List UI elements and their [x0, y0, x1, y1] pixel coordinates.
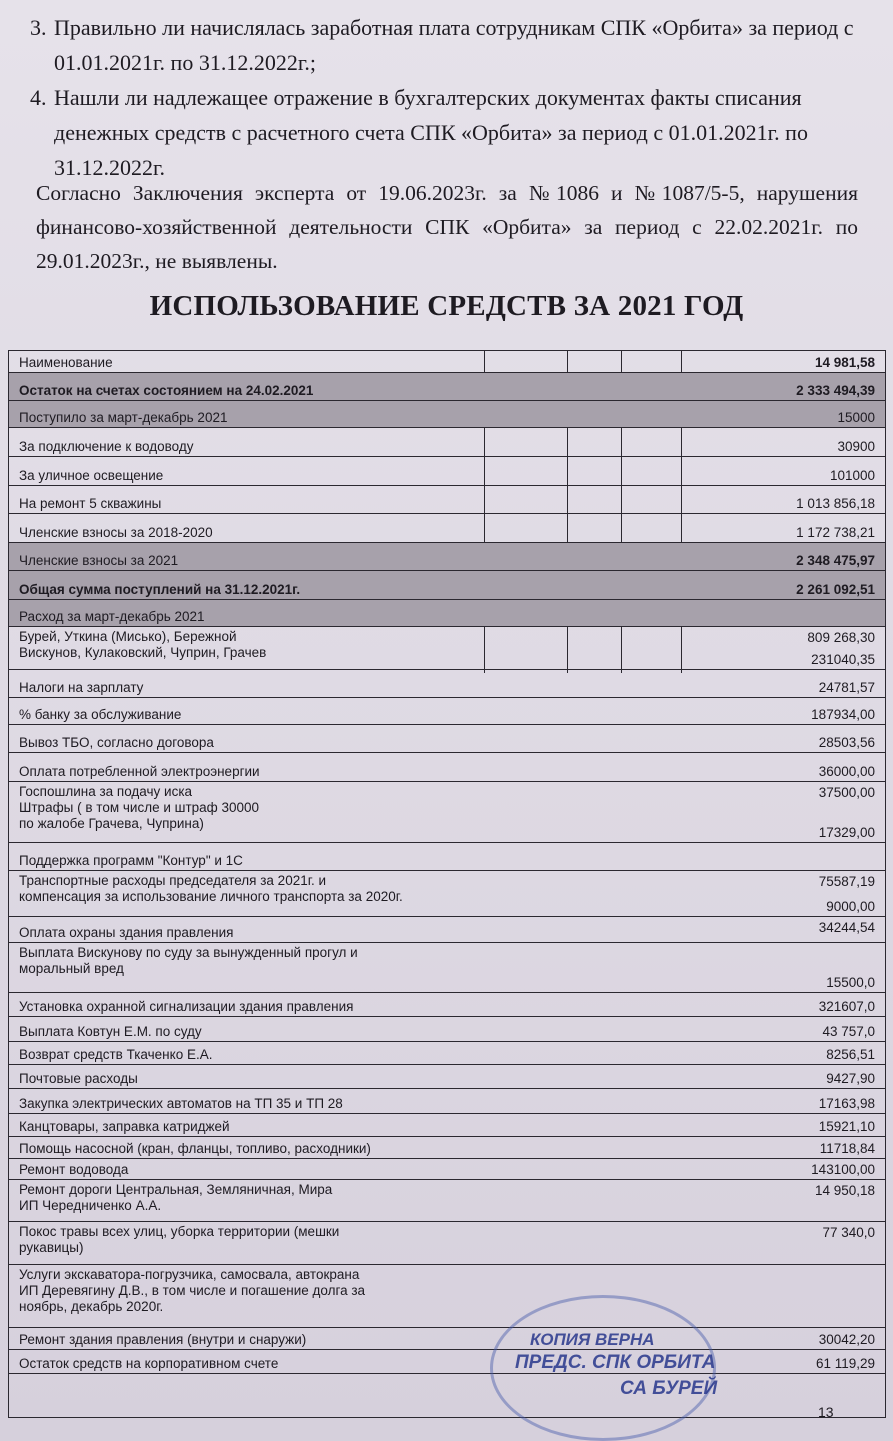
- row-value: 101000: [829, 468, 875, 483]
- row-label: % банку за обслуживание: [19, 707, 182, 722]
- row-value: 11718,84: [819, 1141, 875, 1156]
- stamp-text: СА БУРЕЙ: [620, 1378, 718, 1399]
- stamp-text: ПРЕДС. СПК ОРБИТА: [515, 1352, 716, 1373]
- table-row: [9, 428, 885, 457]
- row-label-line: компенсация за использование личного транспорта за 2020г.: [19, 889, 403, 904]
- row-value: 36000,00: [818, 764, 875, 779]
- row-value: 1 172 738,21: [796, 525, 875, 540]
- row-value: 2 261 092,51: [796, 582, 875, 597]
- list-item: [30, 80, 870, 185]
- row-label: Возврат средств Ткаченко Е.А.: [19, 1047, 213, 1062]
- row-value: 30042,20: [818, 1332, 875, 1347]
- row-label-line: рукавицы): [19, 1240, 84, 1255]
- row-label: Членские взносы за 2021: [19, 553, 179, 568]
- row-label: Помощь насосной (кран, фланцы, топливо, расходники): [19, 1141, 371, 1156]
- funds-usage-table: [8, 350, 886, 1418]
- row-label: Почтовые расходы: [19, 1071, 138, 1086]
- row-label-block: [19, 945, 358, 977]
- table-row: [9, 457, 885, 486]
- table-row: [9, 351, 885, 373]
- row-label: Остаток средств на корпоративном счете: [19, 1356, 279, 1371]
- list-number: 4.: [30, 85, 47, 110]
- table-row: [9, 1017, 885, 1042]
- row-label: Канцтовары, заправка катриджей: [19, 1119, 230, 1134]
- row-label: Остаток на счетах состоянием на 24.02.2021: [19, 383, 314, 398]
- row-label-line: по жалобе Грачева, Чуприна): [19, 816, 204, 831]
- table-row: [9, 917, 885, 943]
- row-label: Вывоз ТБО, согласно договора: [19, 735, 214, 750]
- row-label-block: [19, 629, 266, 661]
- row-value: 143100,00: [811, 1162, 875, 1177]
- row-label: Установка охранной сигнализации здания правления: [19, 999, 354, 1014]
- table-row: [9, 1328, 885, 1350]
- expert-conclusion-paragraph: [8, 176, 858, 278]
- row-label: Оплата потребленной электроэнергии: [19, 764, 260, 779]
- row-label-line: Бурей, Уткина (Мисько), Бережной: [19, 629, 237, 644]
- row-label: Ремонт здания правления (внутри и снаружи): [19, 1332, 307, 1347]
- row-value: 15000: [837, 410, 875, 425]
- table-row: [9, 1114, 885, 1137]
- row-label: Общая сумма поступлений на 31.12.2021г.: [19, 582, 301, 597]
- row-label: За подключение к водоводу: [19, 439, 194, 454]
- table-row: [9, 514, 885, 543]
- row-value: 2 333 494,39: [796, 383, 875, 398]
- row-label: Ремонт водовода: [19, 1162, 129, 1177]
- numbered-question-list: [30, 10, 870, 185]
- row-label-block: [19, 1267, 365, 1315]
- row-value: 15921,10: [818, 1119, 875, 1134]
- table-row: [9, 1159, 885, 1180]
- row-value: 37500,00: [818, 785, 875, 800]
- table-row: [9, 627, 885, 670]
- table-row: [9, 1180, 885, 1222]
- row-label: Закупка электрических автоматов на ТП 35 и ТП 28: [19, 1096, 343, 1111]
- row-value: 34244,54: [818, 920, 875, 935]
- row-label-line: Транспортные расходы председателя за 2021г. и: [19, 873, 327, 888]
- table-row: [9, 843, 885, 871]
- table-row: [9, 943, 885, 993]
- row-value: 30900: [837, 439, 875, 454]
- row-value: 187934,00: [811, 707, 875, 722]
- row-label-line: Вискунов, Кулаковский, Чуприн, Грачев: [19, 645, 267, 660]
- row-label-line: Выплата Вискунову по суду за вынужденный прогул и: [19, 945, 358, 960]
- list-text: Правильно ли начислялась заработная плата сотрудникам СПК «Орбита» за период с 01.01.2021г. по 31.12.2022г.;: [54, 15, 854, 75]
- row-value: 15500,0: [826, 975, 875, 990]
- list-number: 3.: [30, 15, 47, 40]
- row-label-line: ИП Чередниченко А.А.: [19, 1198, 162, 1213]
- row-label: Членские взносы за 2018-2020: [19, 525, 213, 540]
- table-row: [9, 373, 885, 401]
- paragraph-text: Согласно Заключения эксперта от 19.06.2023г. за №1086 и №1087/5-5, нарушения финансово-хозяйственной деятельности СПК «Орбита» за период с 22.02.2021г. по 29.01.2023г., не выявлены.: [36, 181, 858, 273]
- table-row: [9, 1089, 885, 1114]
- table-row: [9, 1350, 885, 1374]
- row-label-line: ноябрь, декабрь 2020г.: [19, 1299, 164, 1314]
- row-value: 14 981,58: [814, 355, 875, 370]
- row-label-line: ИП Деревягину Д.В., в том числе и погашение долга за: [19, 1283, 366, 1298]
- row-label: Выплата Ковтун Е.М. по суду: [19, 1024, 202, 1039]
- table-row: [9, 871, 885, 917]
- row-label-block: [19, 784, 259, 832]
- table-row: [9, 1137, 885, 1159]
- row-label: Поддержка программ "Контур" и 1С: [19, 853, 243, 868]
- row-label-line: моральный вред: [19, 961, 124, 976]
- row-value: 75587,19: [818, 874, 875, 889]
- row-value: 14 950,18: [814, 1183, 875, 1198]
- table-row: [9, 486, 885, 514]
- row-label-line: Госпошлина за подачу иска: [19, 784, 193, 799]
- row-value: 28503,56: [818, 735, 875, 750]
- row-label: Налоги на зарплату: [19, 680, 144, 695]
- row-value: 24781,57: [818, 680, 875, 695]
- row-label: На ремонт 5 скважины: [19, 496, 162, 511]
- row-value: 2 348 475,97: [796, 553, 875, 568]
- page-number: 13: [818, 1404, 834, 1420]
- row-label-block: [19, 1182, 332, 1214]
- row-label-line: Услуги экскаватора-погрузчика, самосвала, автокрана: [19, 1267, 360, 1282]
- row-value-secondary: 9000,00: [826, 899, 875, 914]
- table-row: [9, 753, 885, 782]
- row-label-line: Ремонт дороги Центральная, Земляничная, Мира: [19, 1182, 333, 1197]
- row-value: 321607,0: [818, 999, 875, 1014]
- row-value: 9427,90: [826, 1071, 875, 1086]
- row-value: 809 268,30: [807, 630, 875, 645]
- row-value: 77 340,0: [822, 1225, 875, 1240]
- table-row: [9, 543, 885, 571]
- table-row: [9, 698, 885, 725]
- row-value-secondary: 17329,00: [818, 825, 875, 840]
- list-item: [30, 10, 870, 80]
- table-row: [9, 1222, 885, 1265]
- table-row: [9, 1265, 885, 1328]
- row-value: 1 013 856,18: [796, 496, 875, 511]
- row-label: Расход за март-декабрь 2021: [19, 609, 205, 624]
- row-label-block: [19, 1224, 339, 1256]
- row-value: 61 119,29: [815, 1356, 875, 1371]
- table-row: [9, 1042, 885, 1065]
- stamp-text: КОПИЯ ВЕРНА: [530, 1330, 655, 1349]
- row-label-line: Штрафы ( в том числе и штраф 30000: [19, 800, 260, 815]
- row-label-line: Покос травы всех улиц, уборка территории (мешки: [19, 1224, 340, 1239]
- table-row: [9, 670, 885, 698]
- table-row: [9, 600, 885, 627]
- table-row: [9, 1065, 885, 1089]
- table-row: [9, 782, 885, 843]
- table-row: [9, 571, 885, 600]
- row-label-block: [19, 873, 403, 905]
- table-row: [9, 401, 885, 428]
- row-label: Наименование: [19, 355, 113, 370]
- table-row: [9, 725, 885, 753]
- row-value: 8256,51: [826, 1047, 875, 1062]
- row-label: Поступило за март-декабрь 2021: [19, 410, 228, 425]
- table-row: [9, 993, 885, 1017]
- row-value: 17163,98: [818, 1096, 875, 1111]
- list-text: Нашли ли надлежащее отражение в бухгалтерских документах факты списания денежных средств с расчетного счета СПК «Орбита» за период с 01.01.2021г. по 31.12.2022г.: [54, 85, 808, 180]
- row-label: За уличное освещение: [19, 468, 164, 483]
- row-value-secondary: 231040,35: [811, 652, 875, 667]
- row-value: 43 757,0: [822, 1024, 875, 1039]
- row-label: Оплата охраны здания правления: [19, 925, 234, 940]
- page-title: ИСПОЛЬЗОВАНИЕ СРЕДСТВ ЗА 2021 ГОД: [149, 290, 744, 322]
